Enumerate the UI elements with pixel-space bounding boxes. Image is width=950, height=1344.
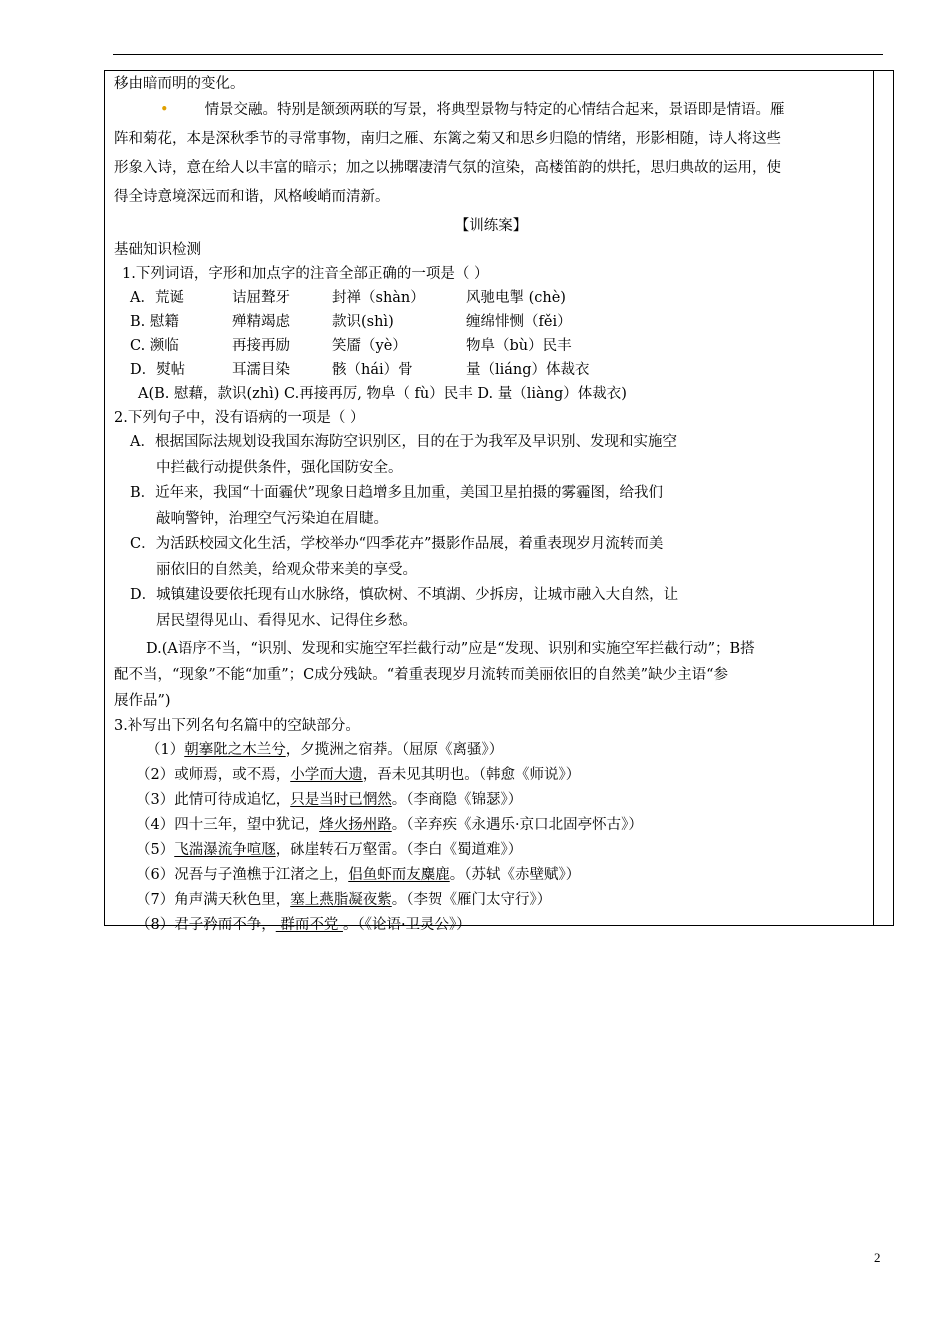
side-column: [874, 70, 894, 926]
q3-item-text: 。（李商隐《锦瑟》）: [391, 792, 523, 808]
q2-options: [114, 430, 868, 634]
q3-item-text: （1）: [146, 742, 185, 758]
q1-stem: 1.下列词语，字形和加点字的注音全部正确的一项是（ ）: [122, 266, 489, 282]
q3-item-text: （4）四十三年，望中犹记，: [136, 817, 320, 833]
q1-option-cell: 耳濡目染: [232, 362, 290, 378]
q1-option-cell: 缠绵悱恻（fěi）: [466, 314, 572, 330]
q2-answer-line: 配不当，“现象”不能“加重”；C成分残缺。“着重表现岁月流转而美丽依旧的自然美”缺少主语“参: [114, 667, 728, 683]
q2-option: B．近年来，我国“十面霾伏”现象日趋增多且加重，美国卫星拍摄的雾霾图，给我们: [130, 485, 663, 501]
q3-stem: 3.补写出下列名句名篇中的空缺部分。: [114, 718, 360, 734]
q2-option: D．城镇建设要依托现有山水脉络，慎砍树、不填湖、少拆房，让城市融入大自然，让: [130, 587, 679, 603]
q2-answer-line: 展作品”): [114, 693, 171, 709]
q3-item-text: 。（辛弃疾《永遇乐·京口北固亭怀古》）: [391, 817, 643, 833]
q3-item-text: 。（李贺《雁门太守行》）: [391, 892, 552, 908]
q2-stem: 2.下列句子中，没有语病的一项是（ ）: [114, 410, 365, 426]
q1-option-cell: 量（liáng）体裁衣: [466, 362, 590, 378]
q3-items: [114, 738, 868, 938]
document-body: [114, 72, 868, 938]
q1-option-cell: 物阜（bù）民丰: [466, 338, 572, 354]
q3-answer-underlined: 群而不党: [275, 917, 343, 933]
q3-item-text: ，吾未见其明也。（韩愈《师说》）: [362, 767, 581, 783]
q1-option-cell: 骸（hái）骨: [332, 362, 413, 378]
q3-item-text: ，砯崖转石万壑雷。（李白《蜀道难》）: [275, 842, 523, 858]
section-title: 【训练案】: [454, 218, 528, 234]
mark-dot: •: [160, 102, 169, 118]
q1-option-row: [114, 358, 868, 382]
q2-answer-line: D.(A语序不当，“识别、发现和实施空军拦截行动”应是“发现、识别和实施空军拦截行动”；B搭: [146, 641, 755, 657]
q1-option-cell: D．熨帖: [130, 362, 186, 378]
intro-para-line: 得全诗意境深远而和谐，风格峻峭而清新。: [114, 189, 390, 205]
q1-option-cell: 再接再励: [232, 338, 290, 354]
q3-item-text: ，夕揽洲之宿莽。（屈原《离骚》）: [285, 742, 504, 758]
q3-answer-underlined: 侣鱼虾而友麋鹿: [348, 867, 450, 883]
q3-answer-underlined: 飞湍瀑流争喧豗: [174, 842, 276, 858]
q1-option-cell: 封禅（shàn）: [332, 290, 425, 306]
q2-option-cont: 中拦截行动提供条件，强化国防安全。: [156, 459, 403, 476]
q3-item-text: （6）况吾与子渔樵于江渚之上，: [136, 867, 349, 883]
q3-item: [114, 888, 868, 913]
q3-item-text: 。（《论语·卫灵公》）: [342, 917, 471, 933]
header-rule: [113, 54, 883, 55]
q3-item: [114, 913, 868, 938]
q3-answer-underlined: 小学而大遗: [290, 767, 363, 783]
q3-answer-underlined: 塞上燕脂凝夜紫: [290, 892, 392, 908]
q1-option-row: [114, 334, 868, 358]
q3-item-text: （7）角声满天秋色里，: [136, 892, 291, 908]
q1-options: [114, 286, 868, 382]
q1-option-cell: 笑靥（yè）: [332, 338, 407, 354]
q3-item: [114, 738, 868, 763]
q3-item: [114, 838, 868, 863]
q1-option-cell: 殚精竭虑: [232, 314, 290, 330]
q2-option-cont: 居民望得见山、看得见水、记得住乡愁。: [156, 612, 417, 629]
q2-option-cont: 敲响警钟，治理空气污染迫在眉睫。: [156, 510, 388, 527]
q1-answer: A(B. 慰藉，款识(zhì) C.再接再厉, 物阜（ fù）民丰 D. 量（liàng）体裁衣): [138, 386, 627, 402]
q2-option-cont: 丽依旧的自然美，给观众带来美的享受。: [156, 561, 417, 578]
q1-option-cell: 风驰电掣 (chè): [466, 290, 566, 306]
q1-option-cell: C. 濒临: [130, 338, 179, 354]
q3-item-text: （3）此情可待成追忆，: [136, 792, 291, 808]
intro-para-line: 形象入诗，意在给人以丰富的暗示；加之以拂曙凄清气氛的渲染，高楼笛韵的烘托，思归典故的运用，使: [114, 160, 781, 176]
q3-item-text: （5）: [136, 842, 175, 858]
page-number: 2: [874, 1250, 881, 1265]
intro-line: 移由暗而明的变化。: [114, 76, 245, 92]
q3-item: [114, 863, 868, 888]
q3-item-text: （2）或师焉，或不焉，: [136, 767, 291, 783]
q3-item: [114, 813, 868, 838]
q3-answer-underlined: 朝搴阰之木兰兮: [184, 742, 286, 758]
q1-option-cell: A．荒诞: [130, 290, 184, 306]
q1-option-cell: B. 慰籍: [130, 314, 179, 330]
q1-option-row: [114, 310, 868, 334]
intro-paragraph: [114, 96, 868, 212]
q1-option-row: [114, 286, 868, 310]
q2-option: C．为活跃校园文化生活，学校举办“四季花卉”摄影作品展，着重表现岁月流转而美: [130, 536, 664, 552]
q1-option-cell: 款识(shì): [332, 314, 394, 330]
q2-option: A．根据国际法规划设我国东海防空识别区，目的在于为我军及早识别、发现和实施空: [130, 434, 677, 450]
q2-answer: [114, 636, 868, 714]
q3-answer-underlined: 只是当时已惘然: [290, 792, 392, 808]
q3-item-text: （8）君子矜而不争，: [136, 917, 276, 933]
intro-para-line: 情景交融。特别是颔颈两联的写景，将典型景物与特定的心情结合起来，景语即是情语。雁: [204, 102, 785, 118]
q3-item-text: 。（苏轼《赤壁赋》）: [449, 867, 581, 883]
q3-item: [114, 788, 868, 813]
q3-answer-underlined: 烽火扬州路: [319, 817, 392, 833]
q1-option-cell: 诘屈聱牙: [232, 290, 290, 306]
intro-para-line: 阵和菊花，本是深秋季节的寻常事物，南归之雁、东篱之菊又和思乡归隐的情绪，形影相随，诗人将这些: [114, 131, 781, 147]
q3-item: [114, 763, 868, 788]
section-subtitle: 基础知识检测: [114, 242, 201, 258]
